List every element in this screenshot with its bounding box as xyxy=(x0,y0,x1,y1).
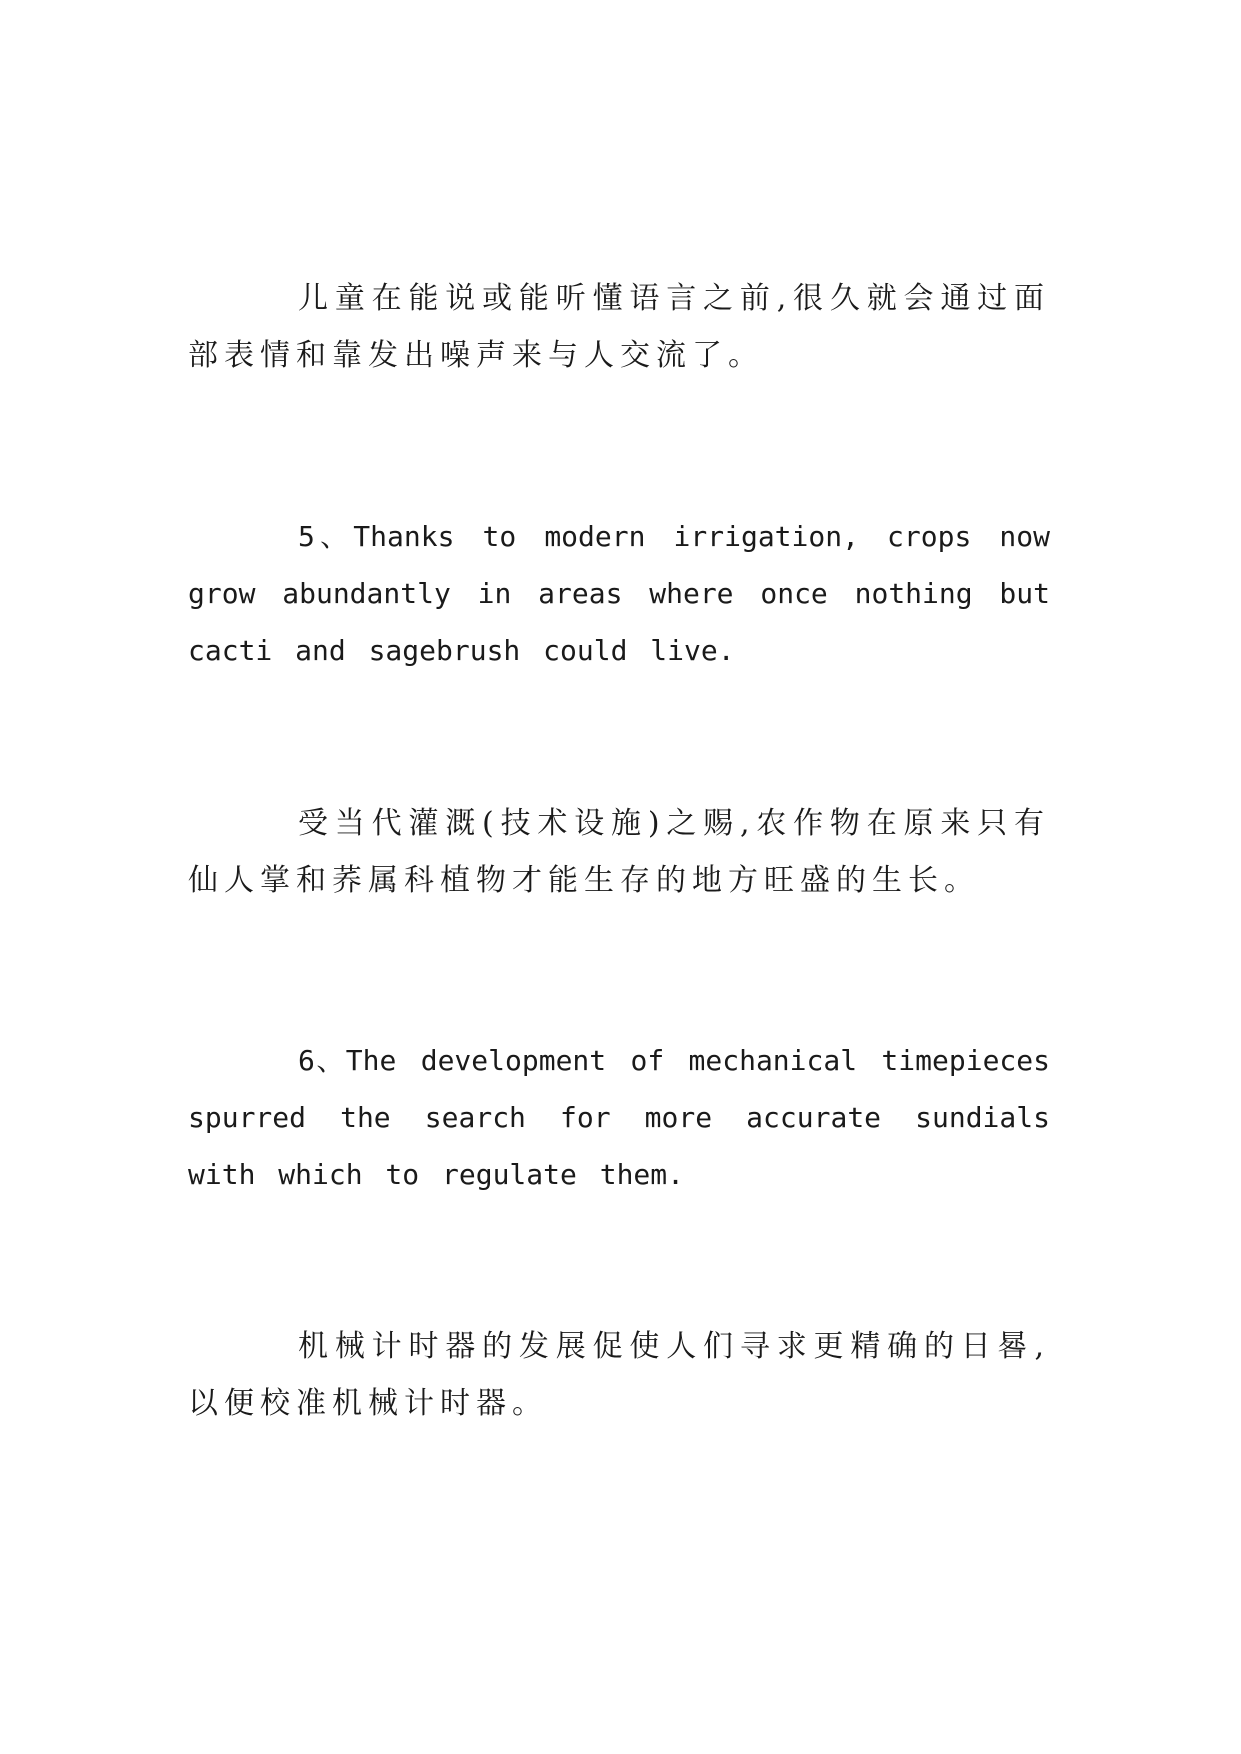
paragraph-en-sentence-5: 5、Thanks to modern irrigation, crops now grow abundantly in areas where once nothing but cacti and sagebrush could live. xyxy=(188,520,1050,667)
paragraph-zh-translation-6: 机械计时器的发展促使人们寻求更精确的日晷,以便校准机械计时器。 xyxy=(188,1329,1050,1421)
paragraph-zh-translation-5: 受当代灌溉(技术设施)之赐,农作物在原来只有仙人掌和荞属科植物才能生存的地方旺盛的生长。 xyxy=(188,806,1050,898)
paragraph-en-sentence-6: 6、The development of mechanical timepieces spurred the search for more accurate sundials with which to regulate them. xyxy=(188,1044,1050,1191)
paragraph-zh-translation-4: 儿童在能说或能听懂语言之前,很久就会通过面部表情和靠发出噪声来与人交流了。 xyxy=(188,281,1050,373)
